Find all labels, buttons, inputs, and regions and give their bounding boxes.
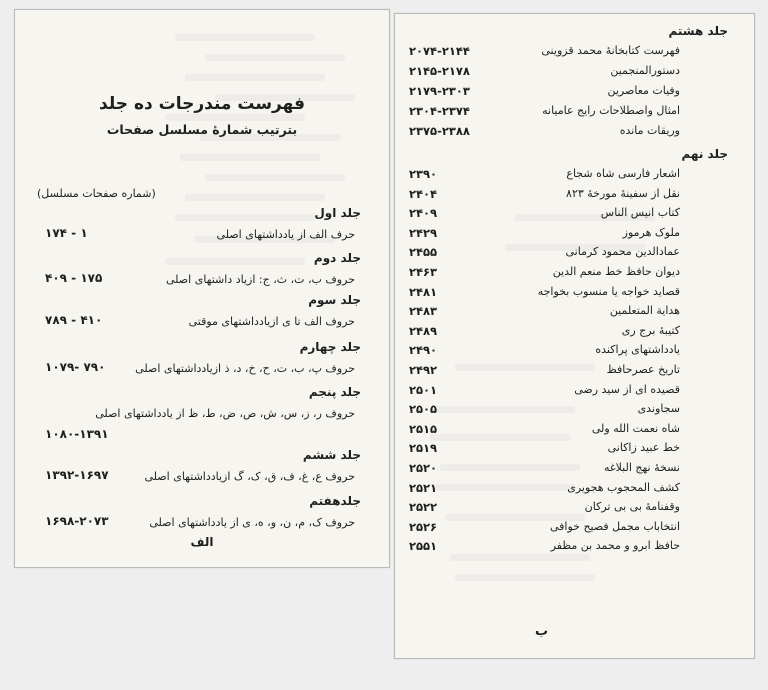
entry-pages: ۲۵۲۶: [409, 519, 438, 534]
bleed-through-mark: [175, 214, 315, 221]
entry-pages: ۲۵۱۵: [409, 421, 438, 436]
volume-page-range: ۴۱۰ - ۷۸۹: [45, 313, 103, 327]
volume-title: جلد پنجم: [308, 385, 361, 399]
contents-row: [395, 539, 754, 559]
entry-title: هدایة المتعلمین: [609, 304, 680, 318]
entry-title: نسخۀ نهج البلاغه: [603, 461, 680, 474]
entry-pages: ۲۵۵۱: [409, 539, 438, 554]
entry-title: کتیبۀ برج ری: [621, 323, 680, 337]
bleed-through-mark: [205, 54, 345, 61]
contents-row: [395, 520, 754, 540]
entry-pages: ۲۵۲۰: [409, 461, 438, 475]
entry-pages: ۲۱۴۵-۲۱۷۸: [409, 64, 470, 78]
entry-title: یادداشتهای پراکنده: [595, 343, 680, 357]
entry-title: اشعار فارسی شاه شجاع: [566, 167, 680, 180]
entry-pages: ۲۴۲۹: [409, 225, 438, 240]
bleed-through-mark: [185, 74, 325, 81]
entry-title: قصیده ای از سید رضی: [574, 382, 680, 396]
contents-row: [395, 64, 754, 84]
entry-pages: ۲۳۹۰: [409, 167, 438, 181]
right-page: [394, 13, 755, 659]
entry-title: قصاید خواجه یا منسوب بخواجه: [537, 284, 680, 298]
entry-pages: ۲۵۰۵: [409, 402, 438, 417]
entry-pages: ۲۰۷۴-۲۱۴۴: [409, 44, 470, 58]
bleed-through-mark: [455, 574, 595, 581]
contents-row: [395, 422, 754, 442]
entry-title: دیوان حافظ خط منعم الدین: [552, 265, 680, 278]
entry-title: وریقات مانده: [619, 124, 680, 137]
entry-title: فهرست کتابخانۀ محمد قزوینی: [541, 44, 680, 57]
bleed-through-mark: [165, 114, 305, 121]
entry-pages: ۲۵۰۱: [409, 382, 438, 397]
volume-page-range: ۱۷۵ - ۴۰۹: [45, 271, 103, 285]
entry-title: کشف المحجوب هجویری: [567, 480, 680, 494]
bleed-through-mark: [180, 154, 320, 161]
contents-row: [395, 441, 754, 461]
left-page: [14, 9, 390, 568]
entry-pages: ۲۵۱۹: [409, 441, 438, 456]
volume-description: حرف الف از یادداشتهای اصلی: [216, 228, 355, 241]
entry-title: حافظ ابرو و محمد بن مظفر: [550, 539, 680, 553]
contents-row: [395, 84, 754, 104]
page-number-note: (شماره صفحات مسلسل): [37, 187, 156, 200]
contents-row: [395, 44, 754, 64]
contents-row: [395, 265, 754, 285]
volume-page-range: ۱ - ۱۷۴: [45, 226, 88, 240]
entry-pages: ۲۴۸۱: [409, 284, 438, 299]
contents-row: [395, 285, 754, 305]
contents-row: [395, 167, 754, 187]
volume-description: حروف ر، ز، س، ش، ص، ض، ط، ظ از یادداشتهای اصلی: [95, 407, 355, 420]
contents-row: [395, 104, 754, 124]
entry-pages: ۲۴۰۴: [409, 186, 438, 201]
contents-row: [395, 363, 754, 383]
page-letter: ب: [535, 624, 549, 639]
contents-row: [395, 226, 754, 246]
contents-row: [395, 304, 754, 324]
entry-title: کتاب انیس الناس: [600, 206, 680, 220]
entry-title: وقفنامۀ بی بی ترکان: [584, 500, 680, 514]
entry-pages: ۲۴۹۰: [409, 343, 438, 358]
contents-row: [395, 461, 754, 481]
entry-title: امثال واصطلاحات رایج عامیانه: [542, 104, 680, 117]
entry-pages: ۲۳۰۴-۲۳۷۴: [409, 104, 470, 118]
contents-row: [395, 383, 754, 403]
entry-pages: ۲۴۰۹: [409, 206, 438, 221]
entry-pages: ۲۵۲۱: [409, 480, 438, 495]
volume-title: جلد اول: [314, 206, 361, 220]
entry-pages: ۲۴۸۳: [409, 304, 438, 319]
volume-description: حروف پ، ب، ت، ح، خ، د، ذ ازیادداشتهای اصلی: [135, 362, 355, 375]
contents-row: [395, 343, 754, 363]
entry-title: ملوک هرموز: [622, 225, 680, 239]
entry-pages: ۲۴۵۵: [409, 245, 438, 260]
contents-row: [395, 187, 754, 207]
entry-title: عمادالدین محمود کرمانی: [565, 245, 680, 259]
contents-row: [395, 206, 754, 226]
volume-page-range: ۱۶۹۸-۲۰۷۳: [45, 514, 109, 528]
contents-row: [395, 245, 754, 265]
volume-title: جلدهفتم: [309, 494, 361, 508]
volume-title: جلد دوم: [313, 251, 361, 265]
entry-pages: ۲۴۹۲: [409, 363, 438, 377]
section-title: جلد هشتم: [668, 24, 728, 38]
contents-row: [395, 500, 754, 520]
contents-row: [395, 324, 754, 344]
volume-description: حروف الف تا ی ازیادداشتهای موقتی: [188, 315, 355, 328]
entry-title: تاریخ عصرحافظ: [606, 363, 680, 376]
page-title: فهرست مندرجات ده جلد: [99, 94, 305, 114]
contents-row: [395, 481, 754, 501]
volume-page-range: ۱۰۸۰-۱۳۹۱: [45, 427, 109, 441]
volume-description: حروف ب، ت، ث، ج: ازیاد داشتهای اصلی: [166, 273, 355, 286]
entry-title: وفیات معاصرین: [607, 84, 680, 97]
contents-row: [395, 402, 754, 422]
entry-title: خط عبید زاکانی: [607, 441, 680, 455]
entry-pages: ۲۴۸۹: [409, 323, 438, 338]
entry-title: شاه نعمت الله ولی: [591, 421, 680, 435]
bleed-through-mark: [185, 194, 325, 201]
entry-pages: ۲۴۶۳: [409, 265, 438, 279]
volume-title: جلد ششم: [302, 448, 361, 462]
volume-description: حروف ع، غ، ف، ق، ک، گ ازیادداشتهای اصلی: [144, 470, 355, 483]
bleed-through-mark: [165, 258, 305, 265]
page-letter: الف: [190, 535, 214, 549]
volume-description: حروف ک، م، ن، و، ه، ی از یادداشتهای اصلی: [149, 516, 355, 529]
volume-page-range: ۷۹۰ -۱۰۷۹: [45, 360, 106, 374]
bleed-through-mark: [205, 174, 345, 181]
entry-title: نقل از سفینۀ مورخۀ ۸۲۳: [566, 186, 680, 200]
entry-title: انتخاباب مجمل فصیح خوافی: [549, 519, 680, 533]
entry-title: سجاوندی: [637, 402, 680, 416]
entry-pages: ۲۳۷۵-۲۳۸۸: [409, 124, 470, 138]
entry-pages: ۲۱۷۹-۲۳۰۳: [409, 84, 470, 98]
section-title: جلد نهم: [681, 147, 728, 161]
volume-title: جلد سوم: [308, 293, 361, 307]
volume-title: جلد چهارم: [299, 340, 361, 354]
volume-page-range: ۱۳۹۲-۱۶۹۷: [45, 468, 109, 482]
page-subtitle: بترتیب شمارۀ مسلسل صفحات: [106, 122, 298, 137]
entry-title: دستورالمنجمین: [610, 64, 680, 77]
contents-row: [395, 124, 754, 144]
bleed-through-mark: [175, 34, 315, 41]
entry-pages: ۲۵۲۲: [409, 500, 438, 515]
